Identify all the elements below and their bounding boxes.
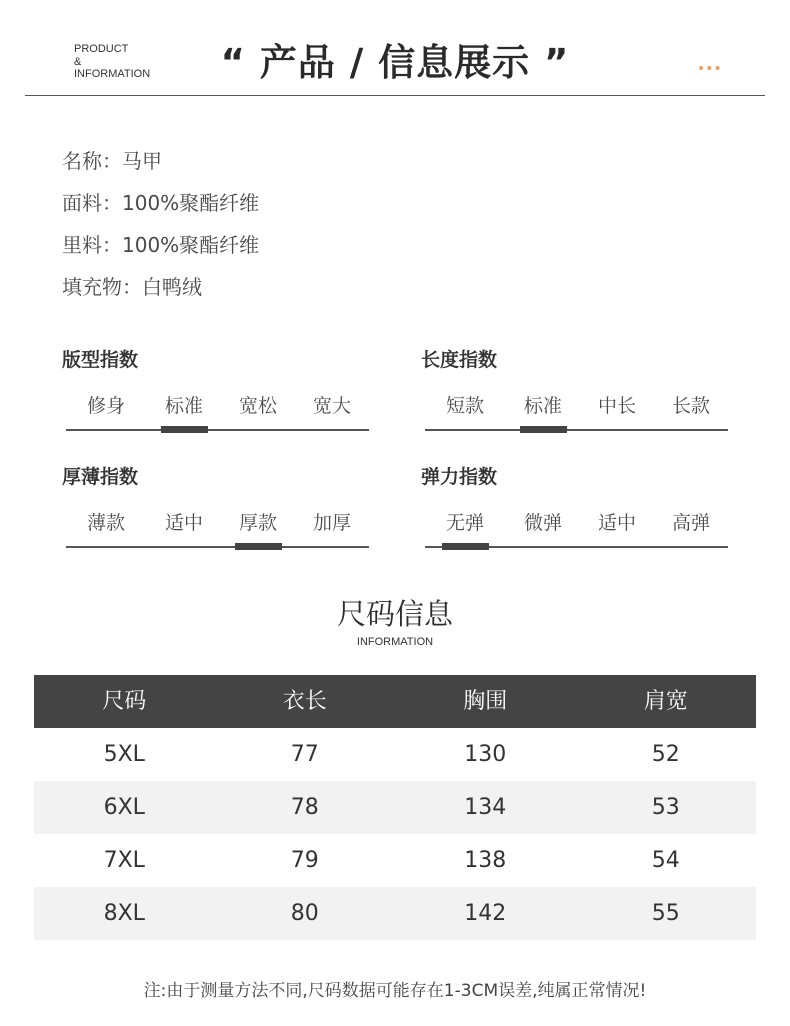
- index-option: 修身: [86, 395, 125, 417]
- index-option: 无弹: [445, 512, 484, 534]
- table-row: [34, 887, 756, 940]
- index-title: 弹力指数: [421, 466, 498, 488]
- info-name: 名称：马甲: [62, 149, 162, 173]
- product-info: [62, 145, 259, 313]
- index-option: 宽大: [312, 395, 351, 417]
- index-option: 长款: [671, 395, 710, 417]
- size-table: [34, 675, 756, 940]
- index-option: 标准: [164, 395, 203, 417]
- table-cell: 80: [290, 901, 319, 926]
- table-row: [34, 728, 756, 781]
- header-sub-line: INFORMATION: [74, 68, 151, 80]
- index-option: 高弹: [671, 512, 710, 534]
- index-selected-marker: [442, 543, 489, 550]
- table-cell: 142: [464, 901, 507, 926]
- index-selected-marker: [520, 426, 567, 433]
- table-header-row: [34, 675, 756, 728]
- table-cell: 52: [651, 742, 680, 767]
- table-cell: 130: [464, 742, 507, 767]
- table-cell: 78: [290, 795, 319, 820]
- index-track: [425, 429, 728, 431]
- table-cell: 54: [651, 848, 680, 873]
- table-cell: 53: [651, 795, 680, 820]
- measurement-note: 注:由于测量方法不同,尺码数据可能存在1-3CM误差,纯属正常情况!: [143, 981, 647, 1001]
- index-option: 薄款: [86, 512, 125, 534]
- index-fit: [62, 345, 372, 417]
- table-cell: 8XL: [103, 901, 145, 926]
- index-thickness: [62, 462, 372, 534]
- table-row: [34, 781, 756, 834]
- index-option: 标准: [523, 395, 562, 417]
- page-header: [0, 0, 790, 97]
- index-option: 宽松: [238, 395, 277, 417]
- index-option: 微弹: [523, 512, 562, 534]
- table-cell: 7XL: [103, 848, 145, 873]
- index-selected-marker: [161, 426, 208, 433]
- table-cell: 55: [651, 901, 680, 926]
- index-elasticity: [421, 462, 731, 534]
- index-option: 短款: [445, 395, 484, 417]
- header-sub-line: &: [74, 55, 82, 68]
- column-header: 肩宽: [643, 689, 688, 714]
- table-cell: 138: [464, 848, 507, 873]
- table-cell: 77: [290, 742, 319, 767]
- index-option: 中长: [597, 395, 636, 417]
- index-option: 加厚: [312, 512, 351, 534]
- table-cell: 79: [290, 848, 319, 873]
- index-title: 版型指数: [62, 349, 139, 371]
- page-title: “ 产品 / 信息展示 ”: [220, 41, 570, 84]
- header-sub-line: PRODUCT: [74, 43, 129, 55]
- table-row: [34, 834, 756, 887]
- index-length: [421, 345, 731, 417]
- index-track: [66, 429, 369, 431]
- info-lining: 里料：100%聚酯纤维: [62, 233, 260, 257]
- more-dots-icon: •••: [697, 61, 722, 77]
- table-cell: 134: [464, 795, 507, 820]
- info-fabric: 面料：100%聚酯纤维: [62, 191, 260, 215]
- index-title: 厚薄指数: [62, 466, 139, 488]
- index-track: [66, 546, 369, 548]
- column-header: 衣长: [282, 689, 327, 714]
- index-option: 适中: [597, 512, 636, 534]
- index-option: 厚款: [238, 512, 277, 534]
- size-section-title: 尺码信息: [336, 597, 453, 631]
- index-selected-marker: [235, 543, 282, 550]
- table-cell: 5XL: [103, 742, 145, 767]
- table-cell: 6XL: [103, 795, 145, 820]
- info-filling: 填充物：白鸭绒: [62, 275, 202, 299]
- column-header: 尺码: [102, 689, 147, 714]
- header-divider: [25, 95, 765, 96]
- column-header: 胸围: [463, 689, 508, 714]
- index-title: 长度指数: [421, 349, 498, 371]
- index-option: 适中: [164, 512, 203, 534]
- size-section-subtitle: INFORMATION: [356, 636, 434, 648]
